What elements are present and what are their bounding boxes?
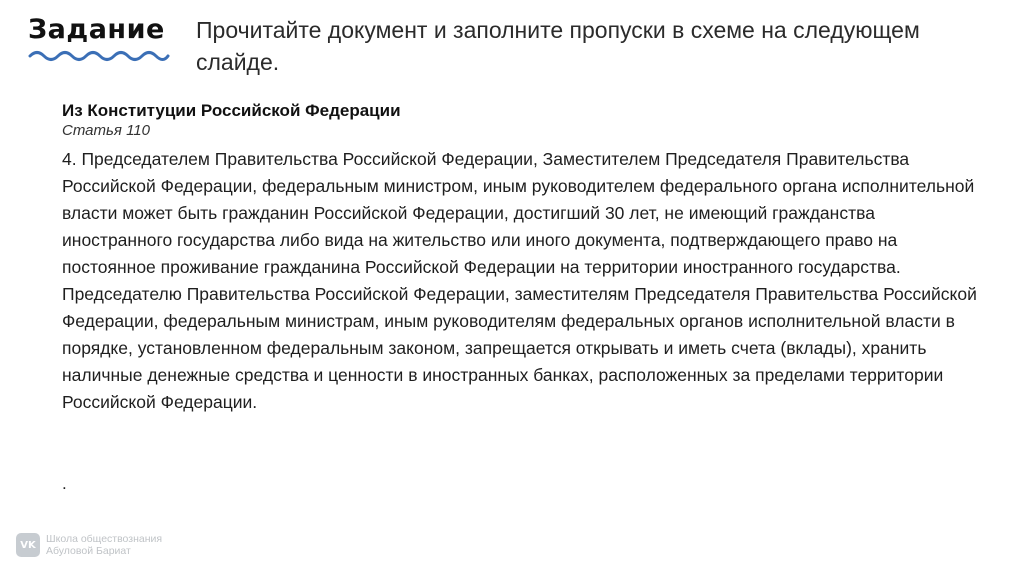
watermark-text xyxy=(46,533,162,557)
task-instruction: Прочитайте документ и заполните пропуски в схеме на следующем слайде. xyxy=(196,17,920,75)
watermark-line-2: Абуловой Бариат xyxy=(46,545,131,557)
wave-decoration-icon xyxy=(28,48,170,64)
watermark xyxy=(16,533,162,557)
task-badge xyxy=(28,14,170,64)
vk-logo-icon: VK xyxy=(16,533,40,557)
watermark-line-1: Школа обществознания xyxy=(46,533,163,545)
document-source-title: Из Конституции Российской Федерации xyxy=(62,101,401,120)
document-body xyxy=(62,146,982,416)
document-paragraph: 4. Председателем Правительства Российской Федерации, Заместителем Председателя Правительства Российской Федерации, федеральным министром, иным руководителем федерального органа исполнительной власти может быть гражданин Российской Федерации, достигший 30 лет, не имеющий гражданства иностранного государства либо вида на жительство или иного документа, подтверждающего право на постоянное проживание гражданина Российской Федерации на территории иностранного государства. Председателю Правительства Российской Федерации, заместителям Председателя Правительства Российской Федерации, федеральным министрам, иным руководителям федеральных органов исполнительной власти в порядке, установленном федеральным законом, запрещается открывать и иметь счета (вклады), хранить наличные денежные средства и ценности в иностранных банках, расположенных за пределами территории Российской Федерации. xyxy=(62,149,977,412)
document-article-label: Статья 110 xyxy=(62,122,150,139)
document-trailing-mark: . xyxy=(62,474,67,493)
task-badge-title: Задание xyxy=(28,14,165,45)
